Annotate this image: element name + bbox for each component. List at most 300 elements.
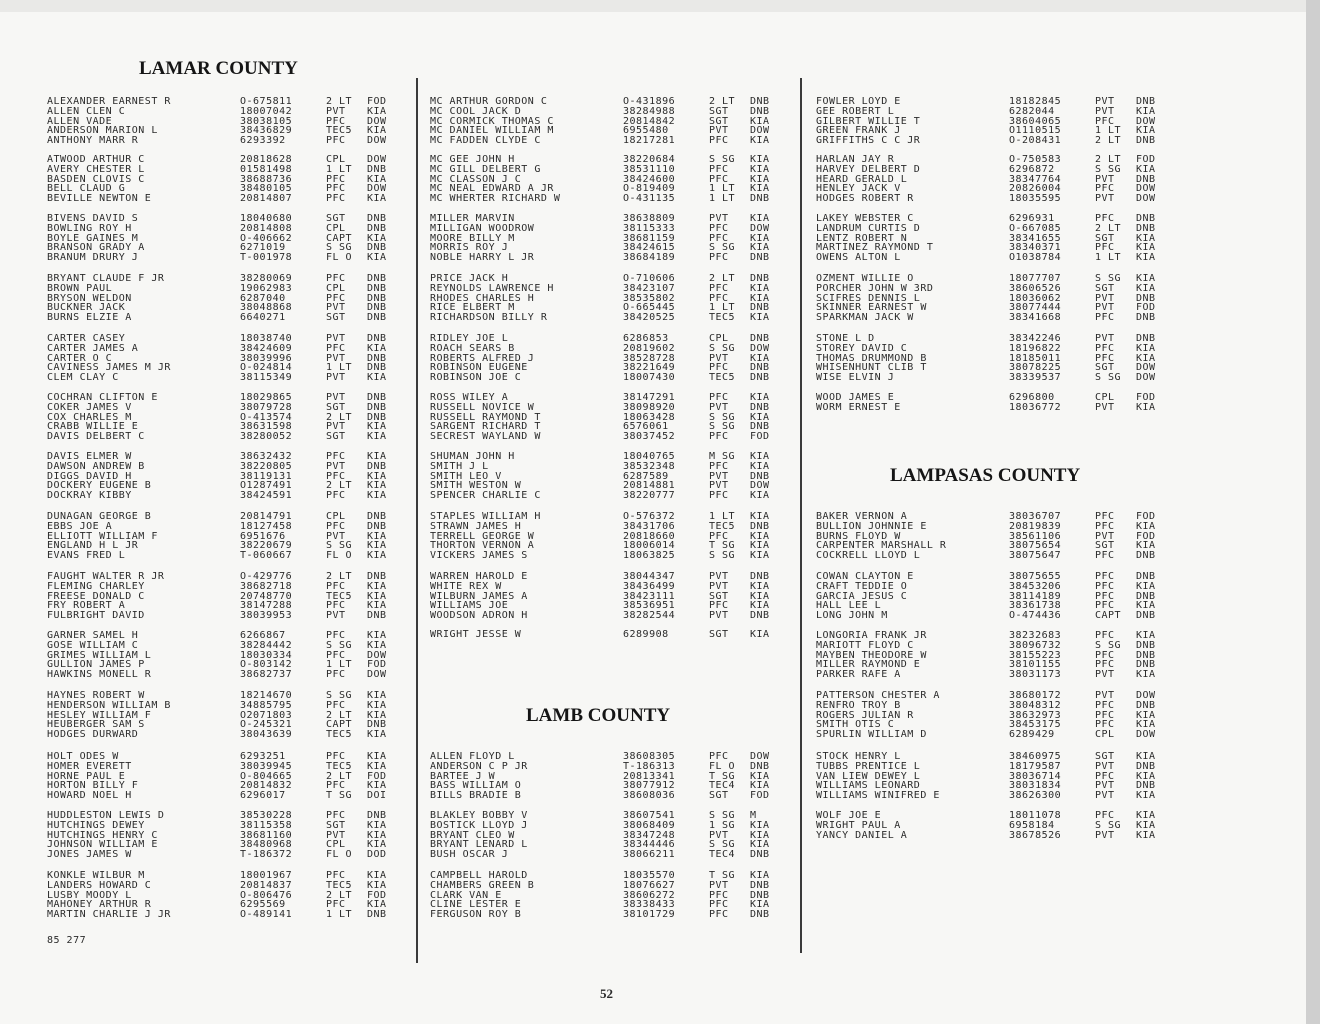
rank: PVT <box>1095 669 1115 681</box>
rank: 2 LT <box>326 411 353 423</box>
casualty-status: DNB <box>750 879 770 891</box>
casualty-name: BRANSON GRADY A <box>47 242 145 254</box>
casualty-status: KIA <box>1136 790 1156 802</box>
serial-number: 18179587 <box>1009 760 1062 772</box>
casualty-status: KIA <box>750 780 770 792</box>
casualty-status: KIA <box>1136 232 1156 244</box>
casualty-name: CRABB WILLIE E <box>47 421 139 433</box>
serial-number: 18036772 <box>1009 401 1062 413</box>
serial-number: O1038784 <box>1009 252 1062 264</box>
rank: CPL <box>1095 729 1115 741</box>
rank: CPL <box>326 222 346 234</box>
rank: PVT <box>326 460 346 472</box>
casualty-name: BRANUM DRURY J <box>47 252 139 264</box>
casualty-status: DOW <box>750 342 770 354</box>
serial-number: O-413574 <box>240 411 293 423</box>
serial-number: 6576061 <box>623 421 669 433</box>
casualty-name: RICE ELBERT M <box>430 302 515 314</box>
casualty-name: DAVIS ELMER W <box>47 451 132 462</box>
casualty-name: HAWKINS MONELL R <box>47 669 152 681</box>
casualty-status: DNB <box>750 362 770 374</box>
casualty-status: DNB <box>367 242 387 254</box>
rank: PVT <box>1095 173 1115 185</box>
serial-number: 38682737 <box>240 669 293 681</box>
rank: PFC <box>326 115 346 127</box>
casualty-status: FOD <box>1136 511 1156 522</box>
casualty-status: KIA <box>1136 709 1156 721</box>
rank: T SG <box>326 790 353 802</box>
casualty-status: DNB <box>1136 571 1156 582</box>
casualty-status: DNB <box>367 352 387 364</box>
casualty-status: DNB <box>367 610 387 622</box>
serial-number: T-001978 <box>240 252 293 264</box>
casualty-status: KIA <box>367 630 387 641</box>
rank: PVT <box>1095 96 1115 107</box>
serial-number: 38284442 <box>240 639 293 651</box>
serial-number: O-431135 <box>623 193 676 205</box>
casualty-status: KIA <box>750 154 770 165</box>
serial-number: 6293251 <box>240 751 286 762</box>
casualty-status: DNB <box>1136 96 1156 107</box>
rank: 1 LT <box>326 909 353 921</box>
casualty-status: KIA <box>750 829 770 841</box>
casualty-status: DNB <box>367 411 387 423</box>
serial-number: 38280069 <box>240 273 293 284</box>
casualty-status: KIA <box>367 105 387 117</box>
serial-number: O-710606 <box>623 273 676 284</box>
casualty-name: BELL CLAUD G <box>47 183 126 195</box>
serial-number: 38038105 <box>240 115 293 127</box>
casualty-name: FAUGHT WALTER R JR <box>47 571 165 582</box>
casualty-status: DOW <box>750 751 770 762</box>
serial-number: 20814807 <box>240 193 293 205</box>
casualty-name: HENDERSON WILLIAM B <box>47 699 171 711</box>
casualty-name: MILLER RAYMOND E <box>816 659 921 671</box>
casualty-status: KIA <box>1136 600 1156 612</box>
casualty-name: ANDERSON MARION L <box>47 125 158 137</box>
casualty-status: DNB <box>1136 135 1156 147</box>
casualty-name: MC CORMICK THOMAS C <box>430 115 554 127</box>
casualty-status: DOW <box>367 154 387 165</box>
casualty-status: DNB <box>1136 550 1156 562</box>
serial-number: 19062983 <box>240 282 293 294</box>
serial-number: 6296017 <box>240 790 286 802</box>
rank: PVT <box>326 105 346 117</box>
serial-number: 38347764 <box>1009 173 1062 185</box>
casualty-status: DNB <box>750 193 770 205</box>
rank: 2 LT <box>709 273 736 284</box>
serial-number: O-024814 <box>240 362 293 374</box>
casualty-name: LANDERS HOWARD C <box>47 879 152 891</box>
casualty-name: SMITH J L <box>430 460 489 472</box>
serial-number: 38101729 <box>623 909 676 921</box>
rank: PFC <box>326 899 346 911</box>
casualty-name: RICHARDSON BILLY R <box>430 312 548 324</box>
serial-number: 18076627 <box>623 879 676 891</box>
serial-number: 38031834 <box>1009 780 1062 792</box>
casualty-name: THOMAS DRUMMOND B <box>816 352 927 364</box>
serial-number: 38338433 <box>623 899 676 911</box>
rank: PFC <box>1095 719 1115 731</box>
serial-number: 18063428 <box>623 411 676 423</box>
casualty-name: BURNS FLOYD W <box>816 530 901 542</box>
casualty-name: CLARK VAN E <box>430 889 502 901</box>
serial-number: O-803142 <box>240 659 293 671</box>
casualty-status: DNB <box>367 460 387 472</box>
rank: PFC <box>709 600 729 612</box>
casualty-name: CARPENTER MARSHALL R <box>816 540 947 552</box>
serial-number: O-665445 <box>623 302 676 314</box>
rank: PFC <box>709 222 729 234</box>
casualty-status: KIA <box>367 829 387 841</box>
casualty-name: ROSS WILEY A <box>430 392 509 403</box>
casualty-status: DOW <box>1136 372 1156 384</box>
casualty-name: PORCHER JOHN W 3RD <box>816 282 934 294</box>
page-edge-shadow <box>1306 0 1320 1024</box>
serial-number: 18006014 <box>623 540 676 552</box>
rank: SGT <box>326 401 346 413</box>
serial-number: 6295569 <box>240 899 286 911</box>
casualty-status: DNB <box>367 302 387 314</box>
casualty-status: DOW <box>1136 690 1156 701</box>
casualty-name: DOCKRAY KIBBY <box>47 490 132 502</box>
casualty-name: SKINNER EARNEST W <box>816 302 927 314</box>
casualty-status: KIA <box>367 879 387 891</box>
rank: TEC5 <box>709 372 736 384</box>
serial-number: 38342246 <box>1009 333 1062 344</box>
casualty-name: STRAWN JAMES H <box>430 520 522 532</box>
rank: PFC <box>1095 649 1115 661</box>
serial-number: 38347248 <box>623 829 676 841</box>
casualty-name: FLEMING CHARLEY <box>47 580 145 592</box>
column-rule-left <box>416 78 418 963</box>
casualty-status: DNB <box>750 333 770 344</box>
casualty-status: KIA <box>750 530 770 542</box>
casualty-name: STOCK HENRY L <box>816 751 901 762</box>
rank: PFC <box>709 282 729 294</box>
casualty-name: FOWLER LOYD E <box>816 96 901 107</box>
rank: PFC <box>326 751 346 762</box>
serial-number: 6296931 <box>1009 213 1055 224</box>
casualty-status: KIA <box>750 839 770 851</box>
casualty-status: DOW <box>750 125 770 137</box>
rank: PFC <box>709 362 729 374</box>
rank: PVT <box>709 580 729 592</box>
serial-number: 18077707 <box>1009 273 1062 284</box>
serial-number: 38608036 <box>623 790 676 802</box>
casualty-name: WOOD JAMES E <box>816 392 895 403</box>
casualty-name: MC CLASSON J C <box>430 173 522 185</box>
serial-number: 38424615 <box>623 242 676 254</box>
casualty-status: KIA <box>1136 630 1156 641</box>
serial-number: 38631598 <box>240 421 293 433</box>
casualty-name: FULBRIGHT DAVID <box>47 610 145 622</box>
casualty-status: KIA <box>367 421 387 433</box>
footnote-code: 85 277 <box>47 935 87 946</box>
rank: 1 LT <box>326 362 353 374</box>
casualty-status: KIA <box>367 751 387 762</box>
rank: CPL <box>709 333 729 344</box>
serial-number: 38344446 <box>623 839 676 851</box>
serial-number: 18007430 <box>623 372 676 384</box>
casualty-status: DOI <box>367 790 387 802</box>
casualty-name: HARVEY DELBERT D <box>816 163 921 175</box>
casualty-name: MILLER MARVIN <box>430 213 515 224</box>
serial-number: 20814881 <box>623 480 676 492</box>
rank: PVT <box>709 213 729 224</box>
casualty-name: GREEN FRANK J <box>816 125 901 137</box>
rank: PFC <box>709 163 729 175</box>
serial-number: 38220679 <box>240 540 293 552</box>
rank: TEC4 <box>709 849 736 861</box>
rank: PVT <box>1095 829 1115 841</box>
casualty-name: HUTCHINGS HENRY C <box>47 829 158 841</box>
serial-number: 38608305 <box>623 751 676 762</box>
rank: SGT <box>326 213 346 224</box>
rank: TEC5 <box>326 729 353 741</box>
rank: PFC <box>326 780 346 792</box>
casualty-name: MC NEAL EDWARD A JR <box>430 183 554 195</box>
serial-number: 18038740 <box>240 333 293 344</box>
rank: PFC <box>326 600 346 612</box>
rank: PVT <box>709 610 729 622</box>
serial-number: 38147291 <box>623 392 676 403</box>
casualty-name: HORNE PAUL E <box>47 770 126 782</box>
rank: PFC <box>1095 115 1115 127</box>
casualty-name: RENFRO TROY B <box>816 699 901 711</box>
serial-number: 38536951 <box>623 600 676 612</box>
casualty-name: BIVENS DAVID S <box>47 213 139 224</box>
serial-number: 38531110 <box>623 163 676 175</box>
serial-number: 38424591 <box>240 490 293 502</box>
casualty-name: ROGERS JULIAN R <box>816 709 914 721</box>
casualty-name: MC GILL DELBERT G <box>430 163 541 175</box>
rank: S SG <box>709 839 736 851</box>
serial-number: 20818628 <box>240 154 293 165</box>
casualty-status: DOW <box>367 115 387 127</box>
casualty-name: CRAFT TEDDIE O <box>816 580 908 592</box>
rank: PFC <box>326 490 346 502</box>
rank: TEC5 <box>709 312 736 324</box>
rank: CPL <box>1095 392 1115 403</box>
serial-number: 6958184 <box>1009 819 1055 831</box>
rank: SGT <box>326 312 346 324</box>
casualty-status: KIA <box>750 870 770 881</box>
rank: 2 LT <box>709 96 736 107</box>
serial-number: T-186313 <box>623 760 676 772</box>
casualty-name: NOBLE HARRY L JR <box>430 252 535 264</box>
casualty-name: SMITH LEO V <box>430 470 502 482</box>
rank: S SG <box>709 242 736 254</box>
serial-number: 38079728 <box>240 401 293 413</box>
rank: PFC <box>1095 342 1115 354</box>
casualty-name: STAPLES WILLIAM H <box>430 511 541 522</box>
casualty-name: CARTER JAMES A <box>47 342 139 354</box>
casualty-name: HUDDLESTON LEWIS D <box>47 810 165 821</box>
casualty-name: FREESE DONALD C <box>47 590 145 602</box>
serial-number: 38220684 <box>623 154 676 165</box>
serial-number: 20813341 <box>623 770 676 782</box>
casualty-status: DNB <box>1136 760 1156 772</box>
casualty-name: HOMER EVERETT <box>47 760 132 772</box>
casualty-status: DNB <box>750 889 770 901</box>
casualty-name: STOREY DAVID C <box>816 342 908 354</box>
casualty-name: ROBINSON JOE C <box>430 372 522 384</box>
casualty-status: KIA <box>367 372 387 384</box>
serial-number: 38528728 <box>623 352 676 364</box>
rank: PVT <box>326 333 346 344</box>
serial-number: 38530228 <box>240 810 293 821</box>
casualty-status: KIA <box>367 580 387 592</box>
rank: PVT <box>1095 333 1115 344</box>
casualty-status: KIA <box>1136 163 1156 175</box>
casualty-name: LONG JOHN M <box>816 610 888 622</box>
rank: PVT <box>326 829 346 841</box>
casualty-name: CLEM CLAY C <box>47 372 119 384</box>
serial-number: O-489141 <box>240 909 293 921</box>
rank: PVT <box>709 401 729 413</box>
casualty-name: RIDLEY JOE L <box>430 333 509 344</box>
casualty-status: KIA <box>367 690 387 701</box>
serial-number: 38280052 <box>240 431 293 443</box>
rank: TEC4 <box>709 780 736 792</box>
casualty-status: DNB <box>1136 590 1156 602</box>
casualty-status: DNB <box>1136 659 1156 671</box>
casualty-status: FOD <box>367 659 387 671</box>
serial-number: 38115349 <box>240 372 293 384</box>
rank: S SG <box>709 550 736 562</box>
casualty-status: DOW <box>367 183 387 195</box>
casualty-status: KIA <box>1136 770 1156 782</box>
rank: 1 LT <box>326 163 353 175</box>
serial-number: 38037452 <box>623 431 676 443</box>
serial-number: 6640271 <box>240 312 286 324</box>
serial-number: 20814842 <box>623 115 676 127</box>
casualty-name: MAHONEY ARTHUR R <box>47 899 152 911</box>
rank: 2 LT <box>326 96 353 107</box>
rank: 2 LT <box>1095 154 1122 165</box>
casualty-status: KIA <box>750 352 770 364</box>
casualty-name: LENTZ ROBERT N <box>816 232 908 244</box>
rank: PVT <box>1095 690 1115 701</box>
serial-number: 34885795 <box>240 699 293 711</box>
casualty-name: ROACH SEARS B <box>430 342 515 354</box>
casualty-status: DNB <box>750 302 770 314</box>
serial-number: 20819602 <box>623 342 676 354</box>
rank: PFC <box>326 870 346 881</box>
serial-number: O-667085 <box>1009 222 1062 234</box>
rank: PFC <box>326 451 346 462</box>
casualty-status: KIA <box>367 870 387 881</box>
casualty-status: DNB <box>367 392 387 403</box>
serial-number: 38341668 <box>1009 312 1062 324</box>
casualty-status: KIA <box>367 729 387 741</box>
rank: PFC <box>1095 590 1115 602</box>
serial-number: 6955480 <box>623 125 669 137</box>
casualty-status: KIA <box>367 819 387 831</box>
casualty-status: KIA <box>367 342 387 354</box>
casualty-name: MORRIS ROY J <box>430 242 509 254</box>
casualty-name: HENLEY JACK V <box>816 183 901 195</box>
serial-number: 6296872 <box>1009 163 1055 175</box>
rank: 1 LT <box>1095 252 1122 264</box>
casualty-status: KIA <box>750 550 770 562</box>
casualty-name: YANCY DANIEL A <box>816 829 908 841</box>
casualty-name: MAYBEN THEODORE W <box>816 649 927 661</box>
serial-number: 38115333 <box>623 222 676 234</box>
serial-number: 20818660 <box>623 530 676 542</box>
serial-number: 6286853 <box>623 333 669 344</box>
serial-number: 38077912 <box>623 780 676 792</box>
casualty-name: STONE L D <box>816 333 875 344</box>
serial-number: 38101155 <box>1009 659 1062 671</box>
casualty-name: PARKER RAFE A <box>816 669 901 681</box>
casualty-name: CARTER CASEY <box>47 333 126 344</box>
casualty-status: DOW <box>367 649 387 661</box>
rank: PFC <box>1095 709 1115 721</box>
casualty-status: KIA <box>1136 125 1156 137</box>
serial-number: 38115358 <box>240 819 293 831</box>
casualty-status: DOW <box>367 669 387 681</box>
casualty-status: KIA <box>1136 719 1156 731</box>
casualty-status: KIA <box>1136 352 1156 364</box>
casualty-status: KIA <box>1136 105 1156 117</box>
casualty-name: HUTCHINGS DEWEY <box>47 819 145 831</box>
casualty-status: KIA <box>367 193 387 205</box>
serial-number: 38678526 <box>1009 829 1062 841</box>
casualty-status: KIA <box>367 540 387 552</box>
casualty-name: MARTIN CHARLIE J JR <box>47 909 171 921</box>
rank: PFC <box>326 699 346 711</box>
rank: PVT <box>326 530 346 542</box>
serial-number: 38606526 <box>1009 282 1062 294</box>
serial-number: 20819839 <box>1009 520 1062 532</box>
rank: PFC <box>709 173 729 185</box>
casualty-name: SPARKMAN JACK W <box>816 312 914 324</box>
casualty-status: KIA <box>367 480 387 492</box>
casualty-status: KIA <box>750 312 770 324</box>
serial-number: 38039953 <box>240 610 293 622</box>
serial-number: 38436829 <box>240 125 293 137</box>
rank: M SG <box>709 451 736 462</box>
serial-number: 38423107 <box>623 282 676 294</box>
casualty-name: WOODSON ADRON H <box>430 610 528 622</box>
casualty-name: WHITE REX W <box>430 580 502 592</box>
casualty-status: DNB <box>750 252 770 264</box>
casualty-name: HEUBERGER SAM S <box>47 719 145 731</box>
casualty-name: JOHNSON WILLIAM E <box>47 839 158 851</box>
rank: PFC <box>326 520 346 532</box>
casualty-name: HORTON BILLY F <box>47 780 139 792</box>
casualty-status: KIA <box>750 292 770 304</box>
serial-number: T-186372 <box>240 849 293 861</box>
casualty-status: DNB <box>750 105 770 117</box>
casualty-status: KIA <box>367 709 387 721</box>
casualty-status: KIA <box>750 183 770 195</box>
rank: PVT <box>1095 760 1115 772</box>
casualty-name: BASS WILLIAM O <box>430 780 522 792</box>
rank: S SG <box>709 154 736 165</box>
serial-number: 18217281 <box>623 135 676 147</box>
rank: TEC5 <box>326 879 353 891</box>
rank: PFC <box>1095 550 1115 562</box>
serial-number: O-750583 <box>1009 154 1062 165</box>
casualty-name: WISE ELVIN J <box>816 372 895 384</box>
rank: PVT <box>326 421 346 433</box>
serial-number: 20826004 <box>1009 183 1062 195</box>
casualty-name: SECREST WAYLAND W <box>430 431 541 443</box>
rank: FL O <box>709 760 736 772</box>
